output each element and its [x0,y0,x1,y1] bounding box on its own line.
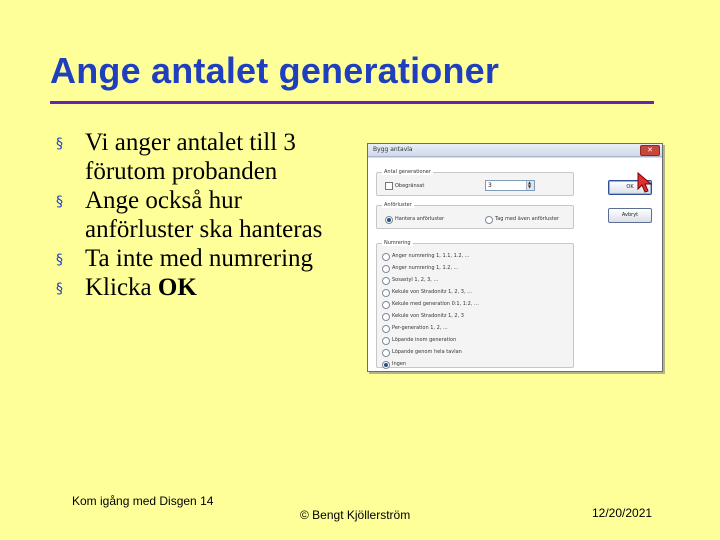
dialog-title: Bygg antavla [373,146,413,153]
radio-numbering-2[interactable] [382,265,390,273]
square-bullet-icon: § [56,281,63,297]
mouse-pointer-icon [637,172,653,194]
bullet-bold-text: OK [157,274,197,301]
bullet-item [54,186,354,244]
footer-date: 12/20/2021 [592,506,653,520]
radio-numbering-3-label: Sosastyl 1, 2, 3, ... [392,277,439,283]
radio-include-ancestors[interactable] [485,216,493,224]
radio-numbering-2-label: Anger numrering 1, 1.2, ... [392,265,459,271]
close-icon[interactable]: ✕ [640,145,660,156]
radio-numbering-9[interactable] [382,349,390,357]
chevron-up-icon[interactable]: ▲ [528,180,532,185]
square-bullet-icon: § [56,252,63,268]
bullet-item [54,273,354,302]
radio-numbering-5-label: Kekule med generation 0:1, 1:2, ... [392,301,479,307]
generations-value: 3 [488,182,492,189]
numbering-group [376,240,574,368]
dialog-titlebar [368,144,662,157]
stepper-buttons[interactable] [526,181,534,190]
radio-numbering-1[interactable] [382,253,390,261]
numbering-group-label: Numrering [384,240,411,246]
radio-numbering-4-label: Kekule von Stradonitz 1, 2, 3, ... [392,289,472,295]
build-ancestor-dialog [367,143,663,372]
chevron-down-icon[interactable]: ▼ [528,184,532,189]
ok-button[interactable]: OK [608,180,652,195]
generations-group [376,169,574,196]
bullet-text: Ange också hur anförluster ska hanteras [85,187,323,243]
generations-stepper[interactable] [485,180,535,191]
radio-numbering-7[interactable] [382,325,390,333]
radio-numbering-4[interactable] [382,289,390,297]
bullet-item [54,128,354,186]
radio-numbering-none-label: Ingen [392,361,407,367]
cancel-button[interactable]: Avbryt [608,208,652,223]
slide-title: Ange antalet generationer [50,50,500,91]
radio-handle-ancestors[interactable] [385,216,393,224]
bullet-item [54,244,354,273]
radio-numbering-8-label: Löpande inom generation [392,337,457,343]
radio-numbering-5[interactable] [382,301,390,309]
radio-numbering-6-label: Kekule von Stradonitz 1, 2, 3 [392,313,464,319]
radio-numbering-1-label: Anger numrering 1, 1.1, 1.2, ... [392,253,470,259]
footer-left: Kom igång med Disgen 14 [72,494,214,508]
title-rule [50,101,654,104]
ancestors-group [376,202,574,229]
square-bullet-icon: § [56,136,63,152]
bullet-text: Vi anger antalet till 3 förutom probanden [85,129,296,185]
unlimited-checkbox[interactable] [385,182,393,190]
dialog-body [368,157,662,371]
radio-numbering-6[interactable] [382,313,390,321]
square-bullet-icon: § [56,194,63,210]
bullet-text: Klicka [85,274,158,301]
radio-numbering-none[interactable] [382,361,390,369]
unlimited-checkbox-label: Obegränsat [395,183,425,189]
radio-numbering-8[interactable] [382,337,390,345]
radio-numbering-7-label: Per-generation 1, 2, ... [392,325,448,331]
bullet-text: Ta inte med numrering [85,245,314,272]
radio-include-ancestors-label: Tag med även anförluster [495,216,559,222]
radio-numbering-9-label: Löpande genom hela tavlan [392,349,462,355]
ancestors-group-label: Anförluster [384,202,412,208]
radio-numbering-3[interactable] [382,277,390,285]
footer-center: © Bengt Kjöllerström [300,508,411,522]
bullet-list [54,128,354,302]
generations-group-label: Antal generationer [384,169,431,175]
radio-handle-ancestors-label: Hantera anförluster [395,216,445,222]
